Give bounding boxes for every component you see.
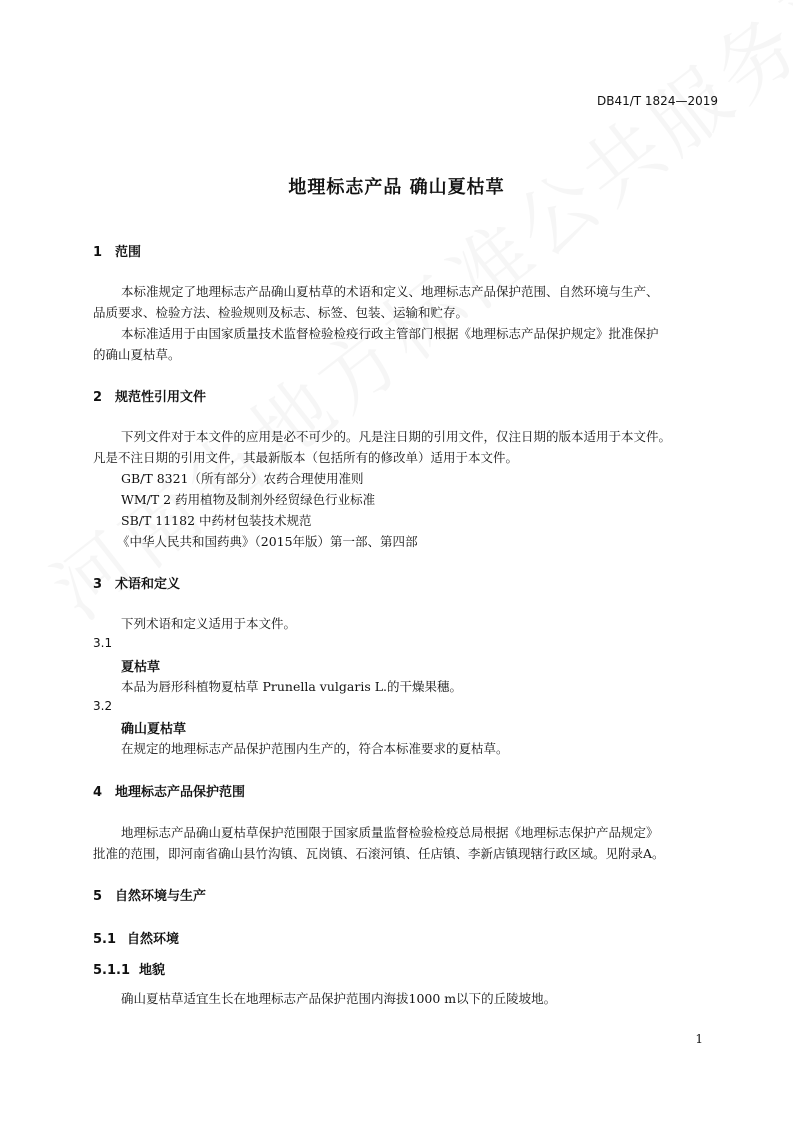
- section-2-heading: [93, 386, 206, 405]
- term-name: 夏枯草: [121, 660, 161, 675]
- reference-item: GB/T 8321（所有部分）农药合理使用准则: [121, 471, 364, 486]
- paragraph: 本标准适用于由国家质量技术监督检验检疫行政主管部门根据《地理标志产品保护规定》批准保护: [121, 326, 659, 341]
- reference-item: WM/T 2 药用植物及制剂外经贸绿色行业标准: [121, 492, 376, 507]
- section-number: 5.1: [93, 932, 117, 947]
- section-title: 自然环境与生产: [115, 889, 207, 904]
- term-definition: 本品为唇形科植物夏枯草 Prunella vulgaris L.的干燥果穗。: [121, 679, 462, 694]
- term-number: 3.2: [93, 699, 113, 713]
- paragraph: 的确山夏枯草。: [93, 347, 181, 362]
- paragraph: 本标准规定了地理标志产品确山夏枯草的术语和定义、地理标志产品保护范围、自然环境与生产、: [121, 284, 659, 299]
- paragraph: 批准的范围，即河南省确山县竹沟镇、瓦岗镇、石滚河镇、任店镇、李新店镇现辖行政区域。见附录A。: [93, 846, 665, 861]
- section-5-heading: [93, 885, 206, 904]
- section-title: 自然环境: [127, 932, 180, 947]
- section-number: 5.1.1: [93, 963, 131, 978]
- term-number: 3.1: [93, 636, 113, 650]
- document-title: 地理标志产品 确山夏枯草: [288, 177, 505, 198]
- paragraph: 凡是不注日期的引用文件，其最新版本（包括所有的修改单）适用于本文件。: [93, 450, 519, 465]
- section-5-1-heading: [93, 928, 179, 947]
- section-number: 5: [93, 889, 103, 904]
- page-number: 1: [695, 1032, 703, 1046]
- section-title: 范围: [115, 245, 142, 260]
- section-5-1-1-heading: [93, 959, 165, 978]
- paragraph: 确山夏枯草适宜生长在地理标志产品保护范围内海拔1000 m以下的丘陵坡地。: [121, 991, 557, 1006]
- section-4-heading: [93, 781, 245, 800]
- reference-item: 《中华人民共和国药典》（2015年版）第一部、第四部: [117, 534, 418, 549]
- paragraph: 地理标志产品确山夏枯草保护范围限于国家质量监督检验检疫总局根据《地理标志保护产品规定》: [121, 825, 659, 840]
- document-code: DB41/T 1824—2019: [596, 94, 718, 108]
- paragraph: 下列文件对于本文件的应用是必不可少的。凡是注日期的引用文件，仅注日期的版本适用于本文件。: [121, 429, 672, 444]
- reference-item: SB/T 11182 中药材包装技术规范: [121, 513, 312, 528]
- section-number: 2: [93, 390, 103, 405]
- term-definition: 在规定的地理标志产品保护范围内生产的，符合本标准要求的夏枯草。: [121, 741, 509, 756]
- section-1-heading: [93, 241, 141, 260]
- section-title: 规范性引用文件: [115, 390, 207, 405]
- paragraph: 下列术语和定义适用于本文件。: [121, 616, 297, 631]
- section-title: 地理标志产品保护范围: [115, 785, 246, 800]
- section-number: 4: [93, 785, 103, 800]
- paragraph: 品质要求、检验方法、检验规则及标志、标签、包装、运输和贮存。: [93, 305, 469, 320]
- section-number: 3: [93, 577, 103, 592]
- section-number: 1: [93, 245, 103, 260]
- section-title: 地貌: [139, 963, 166, 978]
- term-name: 确山夏枯草: [121, 722, 187, 737]
- section-3-heading: [93, 573, 180, 592]
- section-title: 术语和定义: [115, 577, 181, 592]
